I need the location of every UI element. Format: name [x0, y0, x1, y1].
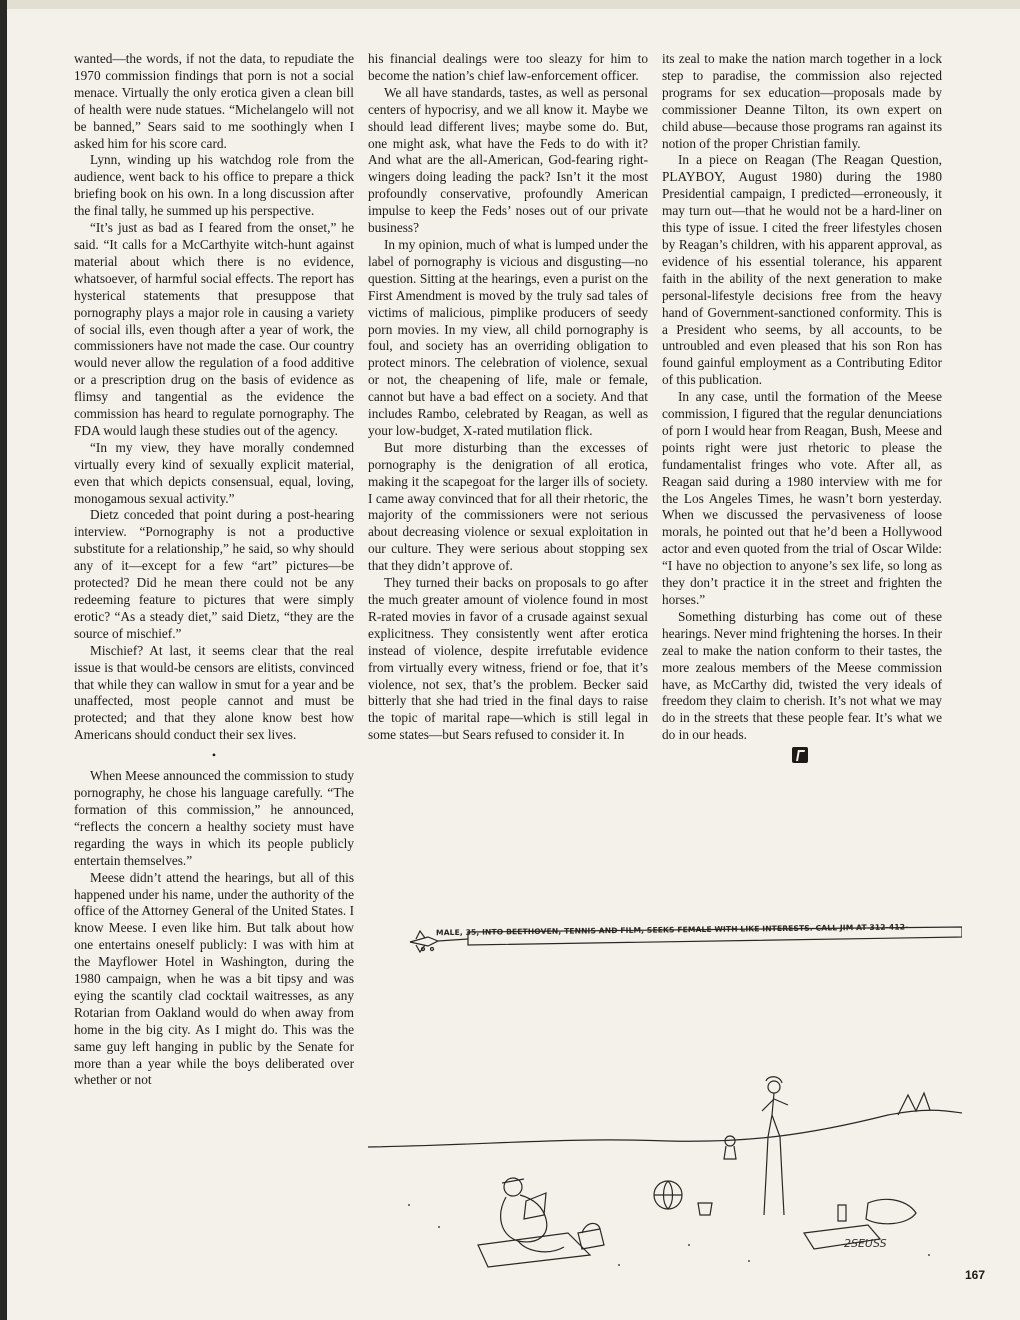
column-2 — [368, 51, 648, 744]
paragraph: They turned their backs on proposals to go after the much greater amount of violence found in most R-rated movies in favor of a crusade against sexual explicitness. They consistently went after erotica instead of violence, despite irrefutable evidence from virtually every witness, friend or foe, that it’s violence, not sex, that’s the problem. Becker said bitterly that she had tried in the final days to raise the topic of marital rape—which is still legal in some states—but Sears refused to consider it. In — [368, 575, 648, 743]
paragraph: wanted—the words, if not the data, to repudiate the 1970 commission findings that porn is not a social menace. Virtually the only erotica given a clean bill of health were nude statues. “Michelangelo will not be banned,” Sears said to me soothingly when I asked him for his score card. — [74, 51, 354, 151]
playboy-end-mark-icon — [792, 747, 808, 763]
cartoon — [368, 915, 962, 1295]
paragraph: its zeal to make the nation march together in a lock step to paradise, the commission also rejected programs for sex education—proposals made by commissioner Deanne Tilton, its own expert on child abuse—because those programs ran against its notion of the proper Christian family. — [662, 51, 942, 151]
paragraph: Meese didn’t attend the hearings, but all of this happened under his name, under the authority of the office of the Attorney General of the United States. I know Meese. I even like him. But talk about how one entertains oneself publicly: I was with him at the Mayflower Hotel in Washington, during the 1980 campaign, when he was a bit tipsy and was eying the scantily clad cocktail waitresses, as any Rotarian from Oakland would do when away from home in the big city. As I might do. This was the same guy left hanging in public by the Senate for more than a year while the boys deliberated over whether or not — [74, 869, 354, 1088]
paragraph: We all have standards, tastes, as well as personal centers of hypocrisy, and we all know it. Maybe we should lead different lives; maybe some do. But, one might ask, what have the Feds to do with it? And what are the all-American, God-fearing right-wingers doing leading the pack? Isn’t it the most profoundly conservative, profoundly American impulse to keep the Feds’ noses out of our private business? — [368, 84, 648, 236]
paragraph: Lynn, winding up his watchdog role from the audience, went back to his office to prepare a thick briefing book on his own. In a long discussion after the final tally, he summed up his perspective. — [74, 152, 354, 219]
paragraph: his financial dealings were too sleazy for him to become the nation’s chief law-enforcement officer. — [368, 51, 648, 83]
column-3 — [662, 51, 942, 768]
top-edge — [0, 0, 1020, 9]
paragraph: Dietz conceded that point during a post-hearing interview. “Pornography is not a productive substitute for a relationship,” he said, so why should any of it—except for a few “art” pictures—be protected? Did he mean there could not be any redeeming feature to pictures that were simply erotic? “As a steady diet,” said Dietz, “they are the source of mischief.” — [74, 507, 354, 641]
paragraph: But more disturbing than the excesses of pornography is the denigration of all erotica, making it the scapegoat for the larger ills of society. I came away convinced that for all their rhetoric, the majority of the commissioners were not serious about decreasing violence or sexual exploitation in our culture. They were serious about stopping sex that they didn’t approve of. — [368, 439, 648, 574]
page-number: 167 — [965, 1268, 986, 1282]
section-break: • — [211, 748, 217, 763]
cartoon-caption: MALE, 35, INTO BEETHOVEN, TENNIS AND FILM, SEEKS FEMALE WITH LIKE INTERESTS. CALL JIM AT 312-412- — [435, 922, 909, 938]
column-1 — [74, 51, 354, 1089]
paragraph: In any case, until the formation of the Meese commission, I figured that the regular denunciations of porn I would hear from Reagan, Bush, Meese and points right were just rhetoric to please the fundamentalist fringes who vote. After all, as Reagan said during a 1980 interview with me for the Los Angeles Times, he wasn’t born yesterday. When we discussed the pervasiveness of loose morals, he pointed out that he’d been a Hollywood actor and even quoted from the trial of Oscar Wilde: “I have no objection to anyone’s sex life, so long as they don’t practice it in the street and frighten the horses.” — [662, 389, 942, 607]
paragraph: When Meese announced the commission to study pornography, he chose his language carefully. “The formation of this commission,” he announced, “reflects the concern a healthy society must have regarding the ways in which its people publicly entertain themselves.” — [74, 768, 354, 868]
artist-signature: 2SEUSS — [844, 1237, 887, 1250]
paragraph: In my opinion, much of what is lumped under the label of pornography is vicious and disgusting—no question. Sitting at the hearings, even a purist on the First Amendment is moved by the truly sad tales of victims of malicious, pimplike producers of seedy porn movies. In my view, all child pornography is foul, and society has an overriding obligation to protect minors. The celebration of violence, sexual or not, the cheapening of life, male or female, cannot but have a bad effect on a society. And that includes Rambo, celebrated by Reagan, as well as your low-budget, X-rated mutilation flick. — [368, 236, 648, 438]
paragraph: “In my view, they have morally condemned virtually every kind of sexually explicit material, even that which depicts consensual, equal, loving, monogamous sexual activity.” — [74, 439, 354, 506]
paragraph: Something disturbing has come out of these hearings. Never mind frightening the horses. In their zeal to make the nation conform to their tastes, the more zealous members of the Meese commission have, as McCarthy did, twisted the very ideals of freedom they claim to cherish. It’s not what we may do in the streets that these people fear. It’s what we do in our heads. — [662, 608, 942, 743]
paragraph: Mischief? At last, it seems clear that the real issue is that would-be censors are elitists, convinced that while they can wallow in smut for a year and be unaffected, most people cannot and must be protected; and that they alone know best how Americans should conduct their sex lives. — [74, 642, 354, 743]
page-edge — [0, 0, 7, 1320]
paragraph: In a piece on Reagan (The Reagan Question, PLAYBOY, August 1980) during the 1980 Presidential campaign, I predicted—erroneously, it may turn out—that he would not be a hard-liner on this type of issue. I cited the freer lifestyles chosen by Reagan’s children, with his apparent approval, as evidence of his essential tolerance, his apparent faith in the ability of the next generation to make personal-lifestyle decisions free from the heavy hand of Government-sanctioned conformity. This is a President who seems, by all accounts, to be untroubled and even pleased that his son Ron has found gainful employment as a Contributing Editor of this publication. — [662, 152, 942, 388]
paragraph: “It’s just as bad as I feared from the onset,” he said. “It calls for a McCarthyite witch-hunt against material about which there is no evidence, whatsoever, of harmful social effects. The report has hysterical statements that presuppose that pornography plays a major role in causing a variety of social ills, even though after a year of work, the commissioners have not made the case. Our country would never allow the regulation of a food additive or a prescription drug on the basis of evidence as flimsy and tangential as the evidence the commission has heard to regulate pornography. The FDA would laugh these studies out of the agency. — [74, 220, 354, 438]
